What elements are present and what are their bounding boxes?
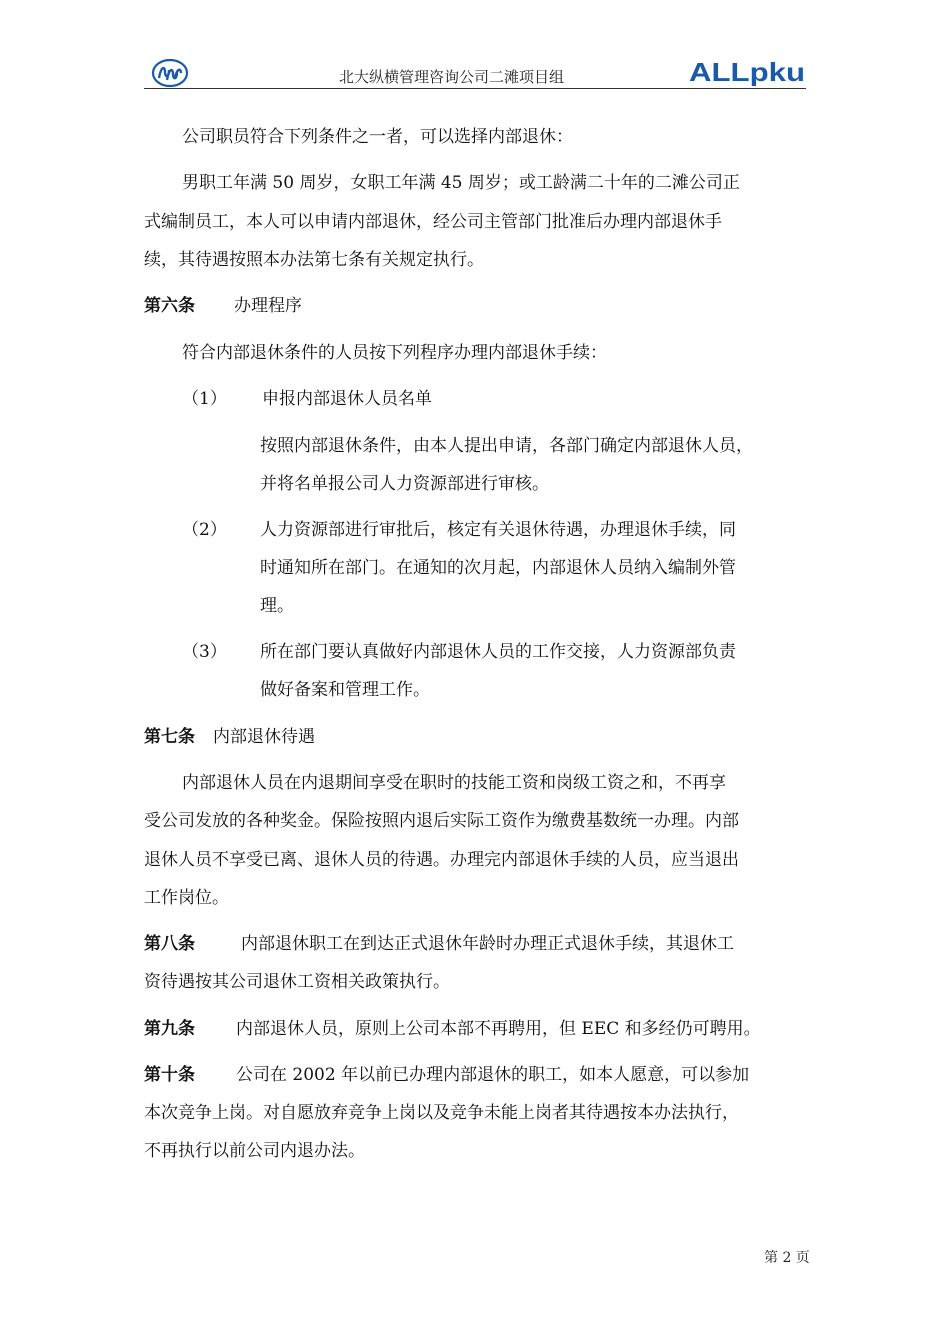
article-7-line-2: 受公司发放的各种奖金。保险按照内退后实际工资作为缴费基数统一办理。内部 [144,811,739,831]
article-7-line-3: 退休人员不享受已离、退休人员的待遇。办理完内部退休手续的人员，应当退出 [144,850,739,870]
article-6-title: 办理程序 [234,296,302,316]
article-9-text: 内部退休人员，原则上公司本部不再聘用，但 EEC 和多经仍可聘用。 [236,1019,761,1039]
page-header [144,56,806,90]
article-8-label: 第八条 [144,934,195,954]
article-7-label: 第七条 [144,727,195,747]
item-3-line-2: 做好备案和管理工作。 [260,680,430,700]
article-6-intro: 符合内部退休条件的人员按下列程序办理内部退休手续： [182,343,607,363]
paragraph-2-line-3: 续，其待遇按照本办法第七条有关规定执行。 [144,250,484,270]
header-title: 北大纵横管理咨询公司二滩项目组 [339,68,565,86]
item-2-line-2: 时通知所在部门。在通知的次月起，内部退休人员纳入编制外管 [260,558,736,578]
article-10-line-2: 本次竞争上岗。对自愿放弃竞争上岗以及竞争未能上岗者其待遇按本办法执行， [144,1103,739,1123]
item-2-line-3: 理。 [260,596,294,616]
header-rule [144,88,806,89]
article-10-label: 第十条 [144,1065,195,1085]
allpku-logo [689,58,807,86]
allpku-logo-text: ALLpku [689,58,805,86]
item-1-line-1: 申报内部退休人员名单 [262,389,432,409]
item-1-detail-line-2: 并将名单报公司人力资源部进行审核。 [260,474,549,494]
article-9-label: 第九条 [144,1019,195,1039]
item-2-number: （2） [182,520,227,540]
item-3-number: （3） [182,642,227,662]
article-10-line-3: 不再执行以前公司内退办法。 [144,1141,365,1161]
article-8-line-1: 内部退休职工在到达正式退休年龄时办理正式退休手续，其退休工 [241,934,734,954]
paragraph-1: 公司职员符合下列条件之一者，可以选择内部退休： [182,127,573,147]
article-8-line-2: 资待遇按其公司退休工资相关政策执行。 [144,972,450,992]
article-6-label: 第六条 [144,296,195,316]
paragraph-2-line-2: 式编制员工，本人可以申请内部退休，经公司主管部门批准后办理内部退休手 [144,212,722,232]
company-logo-icon [150,56,190,90]
item-1-number: （1） [182,389,227,409]
item-2-line-1: 人力资源部进行审批后，核定有关退休待遇，办理退休手续，同 [260,520,736,540]
article-7-line-4: 工作岗位。 [144,888,229,908]
article-10-line-1: 公司在 2002 年以前已办理内部退休的职工，如本人愿意，可以参加 [236,1065,750,1085]
article-7-line-1: 内部退休人员在内退期间享受在职时的技能工资和岗级工资之和，不再享 [182,773,726,793]
page-number: 第 2 页 [764,1250,810,1266]
item-1-detail-line-1: 按照内部退休条件，由本人提出申请，各部门确定内部退休人员， [260,436,753,456]
paragraph-2-line-1: 男职工年满 50 周岁，女职工年满 45 周岁；或工龄满二十年的二滩公司正 [182,173,740,193]
article-7-title: 内部退休待遇 [213,727,315,747]
item-3-line-1: 所在部门要认真做好内部退休人员的工作交接，人力资源部负责 [260,642,736,662]
